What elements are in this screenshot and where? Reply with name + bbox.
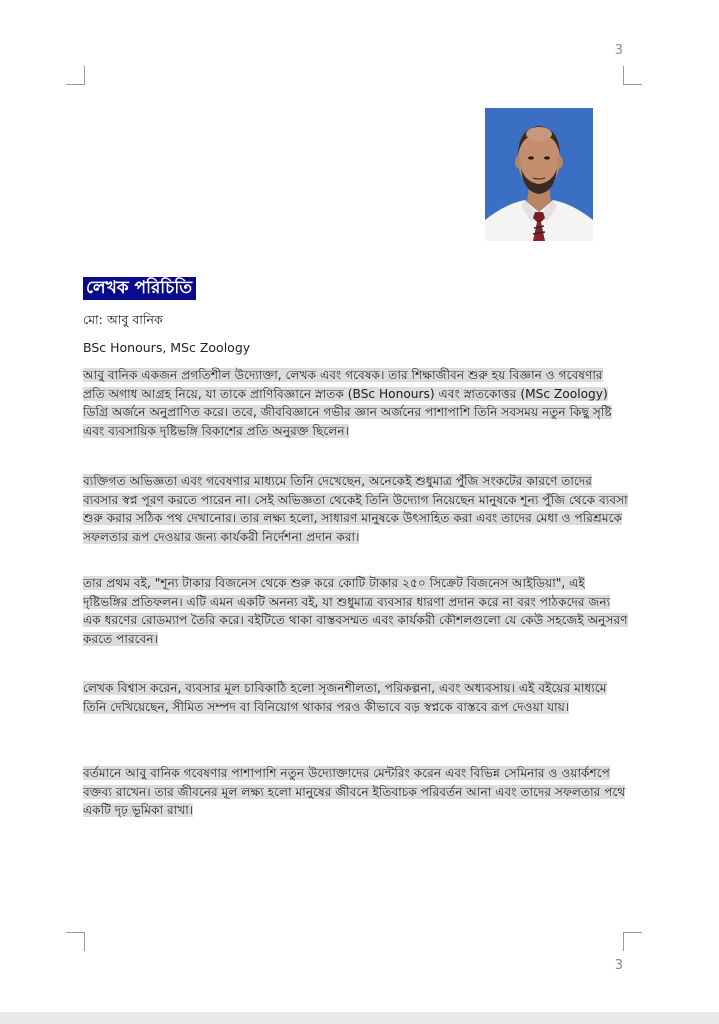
paragraph-1 — [83, 366, 628, 440]
author-name: মো: আবু বানিক — [83, 312, 163, 327]
paragraph-3 — [83, 574, 628, 648]
paragraph-text: বর্তমানে আবু বানিক গবেষণার পাশাপাশি নতুন উদ্যোক্তাদের মেন্টরিং করেন এবং বিভিন্ন সেমিনার ও ওয়ার্কশপে বক্তব্য রাখেন। তার জীবনের মূল লক্ষ্য হলো মানুষের জীবনে ইতিবাচক পরিবর্তন আনা এবং তাদের সফলতার পথে একটি দৃঢ় ভূমিকা রাখা। — [83, 766, 626, 818]
page-number-top: 3 — [614, 43, 623, 58]
author-photo — [485, 108, 593, 241]
author-degrees: BSc Honours, MSc Zoology — [83, 340, 251, 355]
paragraph-text: আবু বানিক একজন প্রগতিশীল উদ্যোক্তা, লেখক এবং গবেষক। তার শিক্ষাজীবন শুরু হয় বিজ্ঞান ও গবেষণার প্রতি অগাধ আগ্রহ নিয়ে, যা তাকে প্রাণিবিজ্ঞানে স্নাতক (BSc Honours) এবং স্নাতকোত্তর (MSc Zoology) ডিগ্রি অর্জনে অনুপ্রাণিত করে। তবে, জীববিজ্ঞানে গভীর জ্ঞান অর্জনের পাশাপাশি তিনি সবসময় নতুন কিছু সৃষ্টি এবং ব্যবসায়িক দৃষ্টিভঙ্গি বিকাশের প্রতি অনুরক্ত ছিলেন। — [83, 368, 612, 438]
paragraph-4 — [83, 679, 628, 716]
crop-mark-bottom-left — [66, 932, 85, 951]
crop-mark-top-right — [623, 66, 642, 85]
paragraph-5 — [83, 764, 628, 820]
paragraph-text: তার প্রথম বই, "শূন্য টাকার বিজনেস থেকে শুরু করে কোটি টাকার ২৫০ সিক্রেট বিজনেস আইডিয়া", এই দৃষ্টিভঙ্গির প্রতিফলন। এটি এমন একটি অনন্য বই, যা শুধুমাত্র ব্যবসার ধারণা প্রদান করে না বরং পাঠকদের জন্য এক ধরণের রোডম্যাপ তৈরি করে। বইটিতে থাকা বাস্তবসম্মত এবং কার্যকরী কৌশলগুলো যে কেউ সহজেই অনুসরণ করতে পারবেন। — [83, 576, 628, 646]
page-number-bottom: 3 — [614, 958, 623, 973]
paragraph-text: লেখক বিশ্বাস করেন, ব্যবসার মূল চাবিকাঠি হলো সৃজনশীলতা, পরিকল্পনা, এবং অধ্যবসায়। এই বইয়ের মাধ্যমে তিনি দেখিয়েছেন, সীমিত সম্পদ বা বিনিয়োগ থাকার পরও কীভাবে বড় স্বপ্নকে বাস্তবে রূপ দেওয়া যায়। — [83, 681, 607, 714]
paragraph-text: ব্যক্তিগত অভিজ্ঞতা এবং গবেষণার মাধ্যমে তিনি দেখেছেন, অনেকেই শুধুমাত্র পুঁজি সংকটের কারণে তাদের ব্যবসার স্বপ্ন পূরণ করতে পারেন না। সেই অভিজ্ঞতা থেকেই তিনি উদ্যোগ নিয়েছেন মানুষকে শূন্য পুঁজি থেকে ব্যবসা শুরু করার সঠিক পথ দেখানোর। তার লক্ষ্য হলো, সাধারণ মানুষকে উৎসাহিত করা এবং তাদের মেধা ও পরিশ্রমকে সফলতার রূপ দেওয়ার জন্য কার্যকরী নির্দেশনা প্রদান করা। — [83, 474, 628, 544]
paragraph-2 — [83, 472, 628, 546]
crop-mark-top-left — [66, 66, 85, 85]
crop-mark-bottom-right — [623, 932, 642, 951]
page-title: লেখক পরিচিতি — [83, 277, 196, 300]
